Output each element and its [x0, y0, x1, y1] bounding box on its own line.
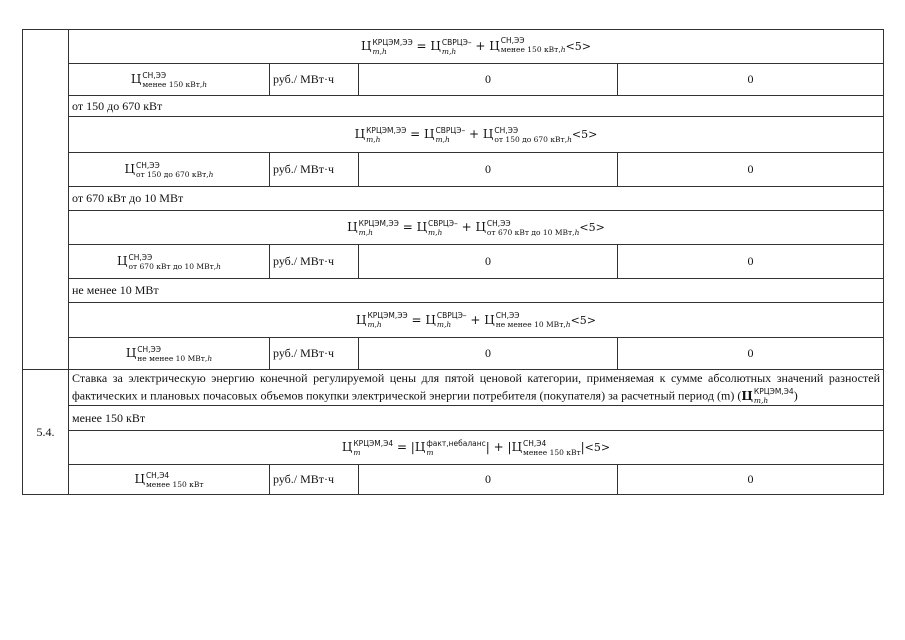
- band-label-row: [23, 406, 884, 431]
- value-cell: 0: [359, 245, 618, 279]
- symbol-sn-670-10: Ц СН,ЭЭ от 670 кВт до 10 МВт,h: [117, 252, 221, 271]
- section-description: Ставка за электрическую энергию конечной регулируемой цены для пятой ценовой категории, применяемая к сумме абсолютных значений разностей фактических и плановых почасовых объемов покупки электрической энергии потребителя (покупателя) за расчетный период (m) (: [72, 371, 880, 403]
- section-number-cell-empty: [23, 30, 69, 370]
- value-cell: 0: [618, 465, 884, 495]
- formula-670-10: Ц КРЦЭМ,ЭЭ m,h = Ц СВРЦЭ– m,h + Ц СН,ЭЭ от 670 кВт до 10 МВт,h <5>: [347, 218, 605, 237]
- symbol-sn-lt150: Ц СН,ЭЭ менее 150 кВт,h: [130, 70, 208, 89]
- table-row: [23, 245, 884, 279]
- formula-row: [23, 30, 884, 64]
- unit-cell: руб./ МВт·ч: [270, 153, 359, 187]
- unit-cell: руб./ МВт·ч: [270, 465, 359, 495]
- value-cell: 0: [359, 338, 618, 370]
- tariff-table: [22, 29, 884, 495]
- table-row: [23, 338, 884, 370]
- unit-cell: руб./ МВт·ч: [270, 64, 359, 96]
- band-label-row: [23, 279, 884, 303]
- value-cell: 0: [359, 64, 618, 96]
- formula-ge10: Ц КРЦЭМ,ЭЭ m,h = Ц СВРЦЭ– m,h + Ц СН,ЭЭ не менее 10 МВт,h <5>: [355, 311, 597, 329]
- formula-lt150: Ц КРЦЭМ,ЭЭ m,h = Ц СВРЦЭ– m,h + Ц СН,ЭЭ менее 150 кВт,h <5>: [361, 36, 591, 56]
- value-cell: 0: [618, 338, 884, 370]
- unit-cell: руб./ МВт·ч: [270, 245, 359, 279]
- value-cell: 0: [618, 245, 884, 279]
- symbol-sn-ee4-lt150: Ц СН,Э4 менее 150 кВт: [134, 470, 204, 489]
- value-cell: 0: [618, 64, 884, 96]
- symbol-sn-150-670: Ц СН,ЭЭ от 150 до 670 кВт,h: [124, 160, 214, 179]
- section-description-row: 5.4. Ставка за электрическую энергию конечной регулируемой цены для пятой ценовой категории, применяемая к сумме абсолютных значений разностей фактических и плановых почасовых объемов покупки электрической энергии потребителя (покупателя) за расчетный период (m) (Ц КРЦЭМ,Э4 m,h ): [23, 370, 884, 406]
- band-label: не менее 10 МВт: [69, 279, 884, 303]
- symbol-sn-ge10: Ц СН,ЭЭ не менее 10 МВт,h: [125, 344, 213, 363]
- formula-row: [23, 303, 884, 338]
- formula-section-54: Ц КРЦЭМ,Э4 m = |Ц факт,небаланс m | + |Ц СН,Э4 менее 150 кВт |<5>: [341, 438, 611, 457]
- table-row: [23, 153, 884, 187]
- formula-row: [23, 431, 884, 465]
- band-label: от 670 кВт до 10 МВт: [69, 187, 884, 211]
- value-cell: 0: [618, 153, 884, 187]
- band-label: менее 150 кВт: [69, 406, 884, 431]
- table-row: [23, 64, 884, 96]
- unit-cell: руб./ МВт·ч: [270, 338, 359, 370]
- symbol-krc-ee4: Ц КРЦЭМ,Э4 m,h: [741, 387, 794, 405]
- formula-row: [23, 117, 884, 153]
- formula-150-670: Ц КРЦЭМ,ЭЭ m,h = Ц СВРЦЭ– m,h + Ц СН,ЭЭ от 150 до 670 кВт,h <5>: [354, 125, 598, 144]
- formula-row: [23, 211, 884, 245]
- value-cell: 0: [359, 465, 618, 495]
- band-label: от 150 до 670 кВт: [69, 96, 884, 117]
- band-label-row: [23, 96, 884, 117]
- table-row: [23, 465, 884, 495]
- value-cell: 0: [359, 153, 618, 187]
- band-label-row: [23, 187, 884, 211]
- section-number: 5.4.: [23, 370, 69, 495]
